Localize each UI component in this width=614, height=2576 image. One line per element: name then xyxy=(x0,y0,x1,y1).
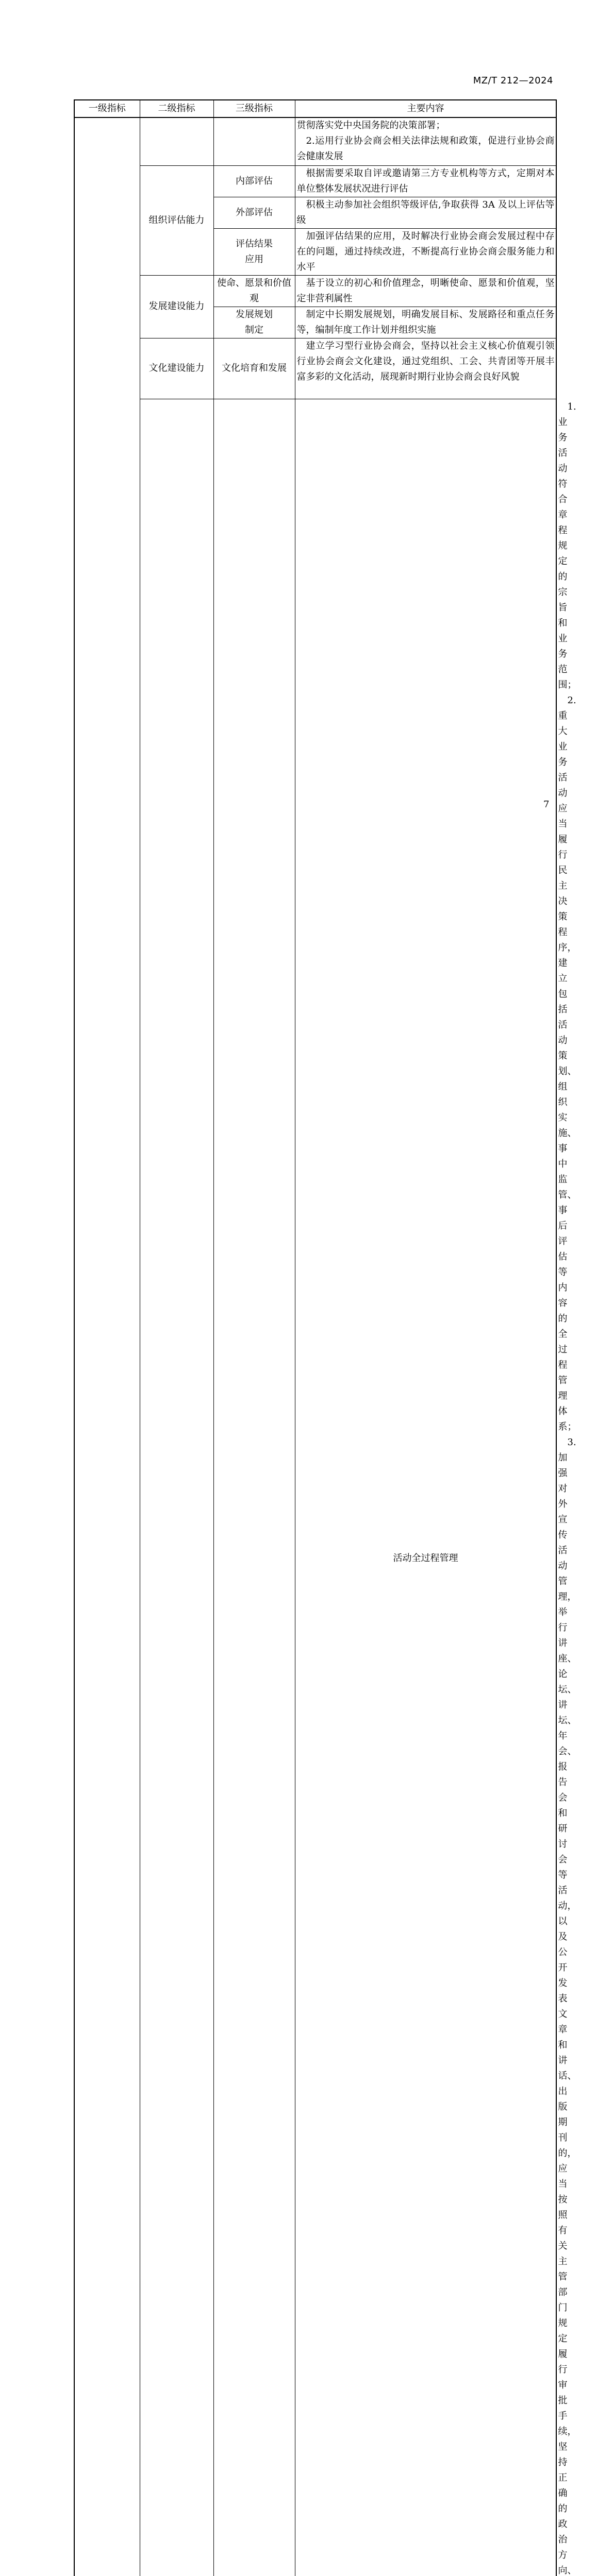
level1-cell xyxy=(140,399,213,2576)
content-paragraph: 建立学习型行业协会商会，坚持以社会主义核心价值观引领行业协会商会文化建设，通过党组织、工会、共青团等开展丰富多彩的文化活动，展现新时期行业协会商会良好风貌 xyxy=(296,340,555,382)
level3-label: 评估结果应用 xyxy=(236,238,273,265)
table-row xyxy=(74,275,556,307)
content-cell xyxy=(295,228,556,275)
level2-continued-cell xyxy=(140,117,213,165)
content-paragraph: 加强评估结果的应用，及时解决行业协会商会发展过程中存在的问题，通过持续改进，不断提高行业协会商会服务能力和水平 xyxy=(296,230,555,273)
content-paragraph: 基于设立的初心和价值理念，明晰使命、愿景和价值观，坚定非营利属性 xyxy=(296,277,555,304)
content-cell xyxy=(295,307,556,338)
content-paragraph: 根据需要采取自评或邀请第三方专业机构等方式，定期对本单位整体发展状况进行评估 xyxy=(296,167,555,194)
content-cell xyxy=(295,338,556,399)
header-level3: 三级指标 xyxy=(213,100,295,117)
level3-label: 发展规划制定 xyxy=(236,309,273,335)
level3-cell: 外部评估 xyxy=(213,197,295,228)
level1-continued-cell xyxy=(74,117,140,2576)
level2-cell xyxy=(213,399,295,2576)
level3-continued-cell xyxy=(213,117,295,165)
table-row xyxy=(74,117,556,165)
content-cell xyxy=(295,275,556,307)
content-paragraph: 贯彻落实党中央国务院的决策部署； xyxy=(296,120,445,131)
level2-cell: 组织评估能力 xyxy=(140,165,213,275)
level3-cell xyxy=(213,228,295,275)
table-row: 活动全过程管理 1.业务活动符合章程规定的宗旨和业务范围； 2.重大业务活动应当履行民主决策程序，建立包括活动策划、组织实施、事中监管、事后评估等内容的全过程管理体系； 3.加强对外宣传活动管理，举行讲座、论坛、讲坛、年会、报告会和研讨会等活动，以及公开发表文章和讲话、出版期刊的，应当按照有关主管部门规定履行审批手续，坚持正确的政治方向、 xyxy=(74,399,556,2576)
table-row xyxy=(74,165,556,197)
table-row xyxy=(74,338,556,399)
content-cell xyxy=(295,197,556,228)
table-header-row xyxy=(74,100,556,117)
level3-cell: 使命、愿景和价值观 xyxy=(213,275,295,307)
indicator-table xyxy=(74,99,577,2576)
content-paragraph: 积极主动参加社会组织等级评估,争取获得 3A 及以上评估等级 xyxy=(296,199,555,226)
content-cell xyxy=(295,165,556,197)
content-cell xyxy=(295,117,556,165)
level3-cell: 文化培育和发展 xyxy=(213,338,295,399)
level3-cell xyxy=(213,307,295,338)
level3-cell: 内部评估 xyxy=(213,165,295,197)
page-number: 7 xyxy=(543,799,550,810)
header-level2: 二级指标 xyxy=(140,100,213,117)
level2-cell: 发展建设能力 xyxy=(140,275,213,338)
content-paragraph: 制定中长期发展规划，明确发展目标、发展路径和重点任务等，编制年度工作计划并组织实施 xyxy=(296,309,555,335)
header-content: 主要内容 xyxy=(295,100,556,117)
standard-code: MZ/T 212—2024 xyxy=(473,75,553,86)
level3-cell: 活动全过程管理 xyxy=(295,399,556,2576)
header-level1: 一级指标 xyxy=(74,100,140,117)
content-paragraph: 2.运用行业协会商会相关法律法规和政策，促进行业协会商会健康发展 xyxy=(296,135,555,162)
level2-cell: 文化建设能力 xyxy=(140,338,213,399)
